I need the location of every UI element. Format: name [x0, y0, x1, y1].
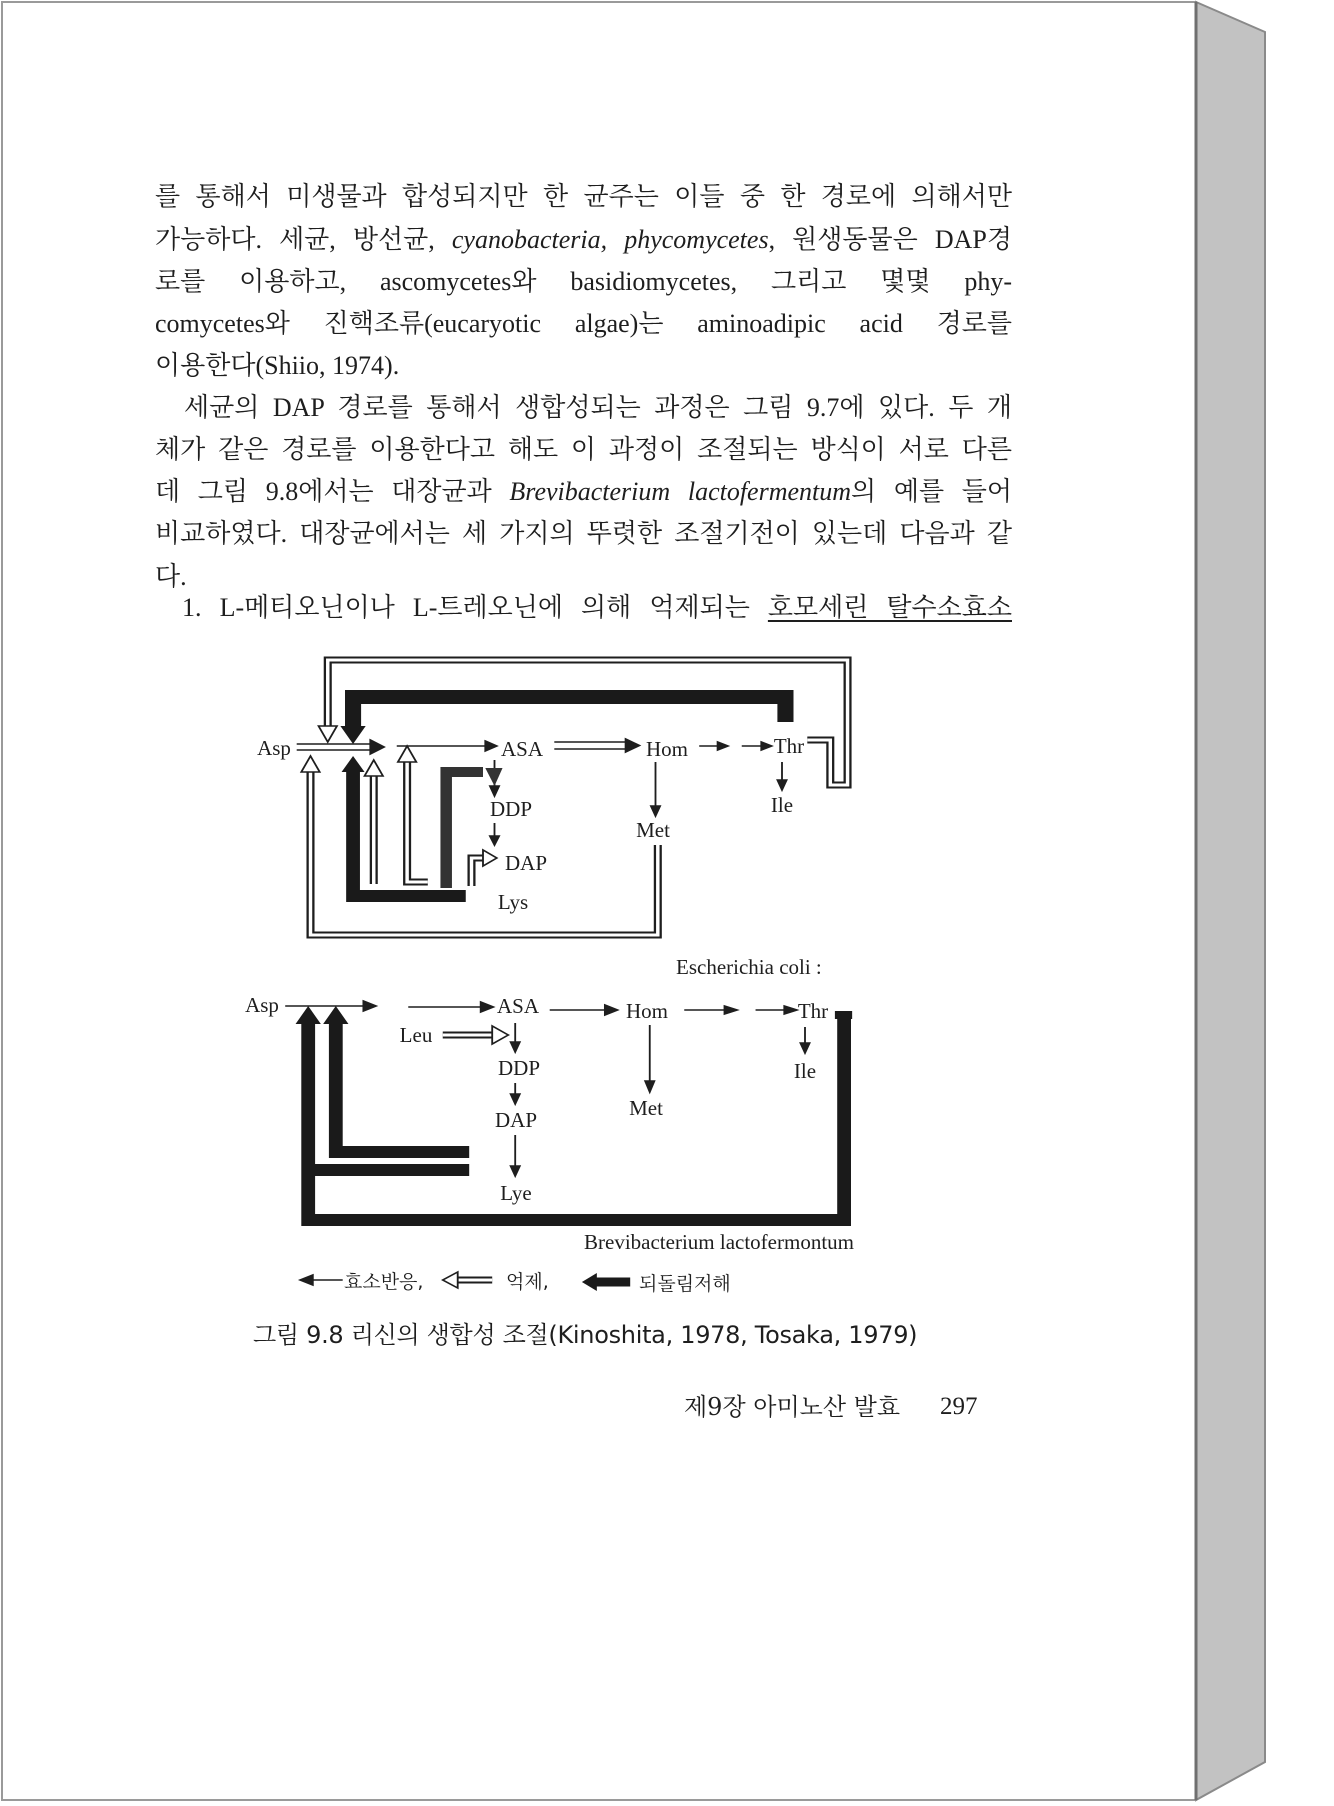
body-line-7: 체가 같은 경로를 이용한다고 해도 이 과정이 조절되는 방식이 서로 다른	[155, 435, 1012, 464]
legend-repression-arrow	[443, 1272, 492, 1288]
ecoli-hom-thr-arrow	[699, 742, 771, 750]
ecoli-asp-arrow	[297, 740, 384, 754]
legend-feedback-label: 되돌림저해	[639, 1273, 731, 1295]
ecoli-thr-ile-arrow	[777, 762, 786, 790]
brevi-hom-met-arrow	[645, 1025, 654, 1092]
body-line-10: 다.	[155, 562, 187, 591]
brevi-thr-ile-arrow	[800, 1027, 809, 1053]
body-line-8-text-a: 데 그림 9.8에서는 대장균과	[155, 477, 510, 506]
ecoli-to-asa-arrow	[397, 741, 497, 751]
ecoli-label-asp: Asp	[257, 736, 291, 760]
brevi-label-leu: Leu	[399, 1023, 433, 1047]
brevi-organism-label: Brevibacterium lactofermontum	[584, 1230, 854, 1254]
brevi-label-met: Met	[629, 1096, 663, 1120]
ecoli-asa-hom-arrow	[554, 739, 639, 752]
ecoli-labels	[257, 734, 822, 979]
page-number: 297	[940, 1393, 978, 1420]
ecoli-label-ile: Ile	[770, 793, 794, 817]
ecoli-label-dap: DAP	[504, 851, 548, 875]
ecoli-label-lys: Lys	[497, 890, 529, 914]
ecoli-label-met: Met	[636, 818, 670, 842]
brevi-asp-arrow	[285, 1001, 376, 1011]
body-line-8-text-b: 의 예를 들어	[851, 477, 1012, 506]
ecoli-label-asa: ASA	[500, 737, 544, 761]
brevi-asa-ddp-arrow	[511, 1023, 520, 1052]
brevi-to-asa-arrow	[408, 1002, 493, 1012]
body-line-3: 로를 이용하고, ascomycetes와 basidiomycetes, 그리고 몇몇 phy-	[155, 267, 1012, 296]
brevi-dap-lys-arrow	[511, 1135, 520, 1176]
brevi-label-thr: Thr	[797, 999, 829, 1023]
body-line-2-text-a: 가능하다. 세균, 방선균,	[155, 225, 452, 254]
body-line-2-text-b: , 원생동물은 DAP경	[768, 225, 1012, 254]
ecoli-label-hom: Hom	[646, 737, 688, 761]
legend-enzyme-arrow	[300, 1275, 343, 1285]
ecoli-thr-feedback-inhibition	[340, 697, 785, 744]
ecoli-label-ddp: DDP	[489, 797, 533, 821]
body-line-9: 비교하였다. 대장균에서는 세 가지의 뚜렷한 조절기전이 있는데 다음과 같	[155, 519, 1012, 548]
body-line-2-italic: cyanobacteria, phycomycetes	[451, 225, 769, 254]
brevi-leu-repression	[443, 1026, 509, 1044]
legend-feedback-arrow	[582, 1273, 630, 1291]
ecoli-diagram	[297, 660, 848, 935]
brevi-lys-feedback-inhibition	[308, 1006, 469, 1170]
brevi-hom-thr-arrow	[684, 1006, 797, 1014]
ecoli-lys-repression-1	[365, 760, 383, 884]
ecoli-lys-dap-repression	[472, 850, 497, 886]
ecoli-label-thr: Thr	[773, 734, 805, 758]
legend-repression-label: 억제,	[506, 1271, 549, 1293]
ecoli-hom-met-arrow	[651, 762, 660, 816]
brevi-label-asp: Asp	[245, 993, 279, 1017]
body-line-11-text: 1. L-메티오닌이나 L-트레오닌에 의해 억제되는	[182, 593, 768, 622]
body-line-8-italic: Brevibacterium lactofermentum	[509, 477, 852, 506]
body-line-6: 세균의 DAP 경로를 통해서 생합성되는 과정은 그림 9.7에 있다. 두 개	[184, 393, 1012, 422]
legend-enzyme-label: 효소반응,	[344, 1271, 424, 1293]
ecoli-organism-label: Escherichia coli :	[676, 955, 822, 979]
ecoli-thr-repression-loop	[319, 660, 848, 785]
brevi-asa-hom-arrow	[550, 1005, 618, 1015]
brevi-label-dap: DAP	[494, 1108, 538, 1132]
brevi-label-ile: Ile	[793, 1059, 817, 1083]
figure-legend	[344, 1270, 731, 1295]
brevi-label-hom: Hom	[626, 999, 668, 1023]
running-footer-chapter: 제9장 아미노산 발효	[684, 1393, 900, 1421]
brevi-diagram	[285, 1001, 852, 1220]
brevi-thr-feedback-inhibition	[296, 1006, 853, 1220]
ecoli-ddp-dap-arrow	[490, 823, 499, 845]
body-line-4: comycetes와 진핵조류(eucaryotic algae)는 aminoadipic acid 경로를	[155, 309, 1012, 338]
brevi-label-asa: ASA	[496, 994, 540, 1018]
body-line-11-underlined: 호모세린 탈수소효소	[767, 593, 1012, 622]
brevi-label-lys: Lye	[500, 1181, 532, 1205]
brevi-label-ddp: DDP	[497, 1056, 541, 1080]
body-line-5: 이용한다(Shiio, 1974).	[155, 351, 400, 380]
brevi-ddp-dap-arrow	[511, 1083, 520, 1104]
ecoli-lys-repression-2	[398, 746, 428, 882]
figure-caption: 그림 9.8 리신의 생합성 조절(Kinoshita, 1978, Tosaka, 1979)	[253, 1321, 918, 1349]
body-line-1: 를 통해서 미생물과 합성되지만 한 균주는 이들 중 한 경로에 의해서만	[155, 182, 1012, 211]
